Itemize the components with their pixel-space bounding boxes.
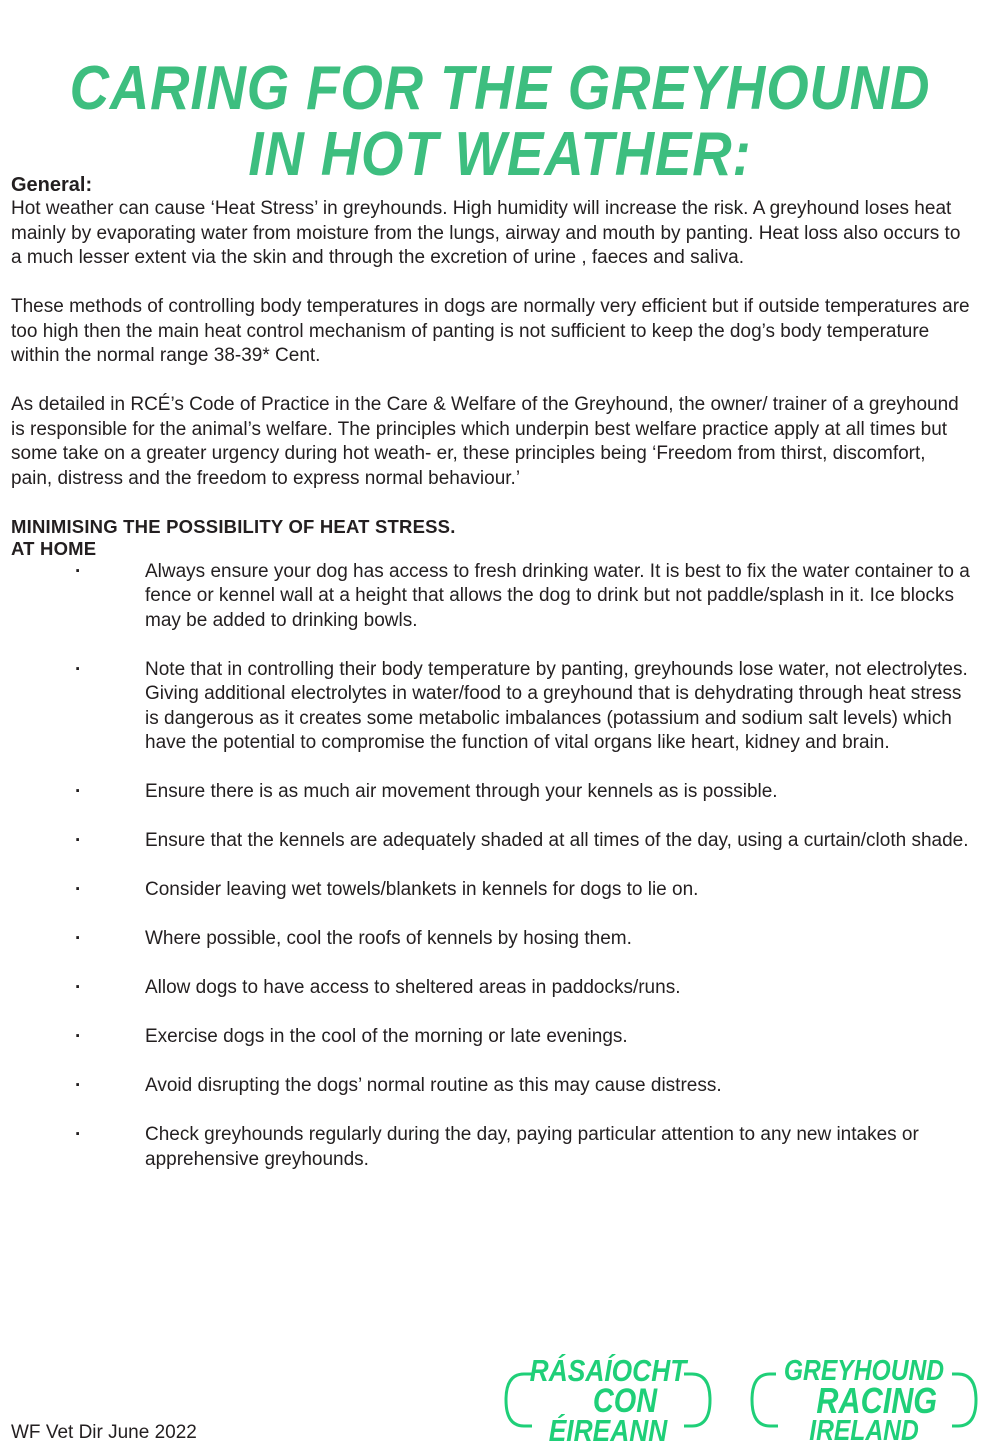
list-item (11, 560, 971, 634)
document-body (11, 173, 971, 1197)
document-title (60, 53, 940, 189)
logo-line-1: RÁSAÍOCHT (529, 1353, 687, 1388)
logo-wordmark (502, 1353, 714, 1448)
rasaiocht-con-eireann-logo (502, 1352, 714, 1448)
list-item (11, 878, 971, 903)
list-item-text: Ensure there is as much air movement through your kennels as is possible. (145, 781, 778, 802)
section-heading: MINIMISING THE POSSIBILITY OF HEAT STRESS. (11, 515, 456, 537)
list-item (11, 976, 971, 1001)
title-line-1: CARING FOR THE GREYHOUND (69, 53, 931, 123)
list-item-text: Always ensure your dog has access to fresh drinking water. It is best to fix the water container to a fence or kennel wall at a height that allows the dog to drink but not paddle/splash in it. Ice blocks may be added to drinking bowls. (145, 560, 970, 631)
logo-line-1: GREYHOUND (783, 1355, 945, 1387)
bullet-icon: · (75, 1026, 82, 1047)
bullet-icon: · (75, 1124, 82, 1145)
list-item (11, 1074, 971, 1099)
list-item-text: Consider leaving wet towels/blankets in kennels for dogs to lie on. (145, 879, 699, 900)
logo-line-2: RACING (816, 1380, 938, 1421)
general-paragraph-2: These methods of controlling body temperatures in dogs are normally very efficient but if outside temperatures are too high then the main heat control mechanism of panting is not sufficient to keep the dog’s body temperature within the normal range 38-39* Cent. (11, 296, 970, 366)
bullet-icon: · (75, 879, 82, 900)
list-item (11, 1025, 971, 1050)
list-item-text: Exercise dogs in the cool of the morning or late evenings. (145, 1026, 628, 1047)
general-paragraph-3: As detailed in RCÉ’s Code of Practice in the Care & Welfare of the Greyhound, the owner/ trainer of a greyhound is responsible for the animal’s welfare. The principles which underpin best welfare practice apply at all times but some take on a greater urgency during hot weath- er, these principles being ‘Freedom from thirst, discomfort, pain, distress and the freedom to express normal behaviour.’ (11, 394, 959, 489)
list-item (11, 927, 971, 952)
logo-line-2: CON (592, 1382, 658, 1420)
bullet-icon: · (75, 928, 82, 949)
list-item-text: Ensure that the kennels are adequately shaded at all times of the day, using a curtain/cloth shade. (145, 830, 969, 851)
logo-line-3: IRELAND (809, 1415, 919, 1447)
list-item-text: Check greyhounds regularly during the day, paying particular attention to any new intakes or apprehensive greyhounds. (145, 1124, 919, 1170)
list-item-text: Allow dogs to have access to sheltered areas in paddocks/runs. (145, 977, 681, 998)
list-item (11, 658, 971, 756)
advice-list (11, 560, 971, 1173)
bullet-icon: · (75, 560, 82, 582)
bullet-icon: · (75, 781, 82, 802)
logo-line-3: ÉIREANN (548, 1413, 668, 1448)
bullet-icon: · (75, 830, 82, 851)
list-item (11, 829, 971, 854)
list-item-text: Avoid disrupting the dogs’ normal routine as this may cause distress. (145, 1075, 722, 1096)
footer-note: WF Vet Dir June 2022 (11, 1422, 197, 1443)
bullet-icon: · (75, 658, 82, 680)
list-item-text: Where possible, cool the roofs of kennels by hosing them. (145, 928, 632, 949)
list-item (11, 1123, 971, 1172)
list-item-text: Note that in controlling their body temperature by panting, greyhounds lose water, not electrolytes. Giving additional electrolytes in water/food to a greyhound that is dehydrating through heat stress is dangerous as it creates some metabolic imbalances (potassium and sodium salt levels) which have the potential to compromise the function of vital organs like heart, kidney and brain. (145, 658, 968, 753)
bullet-icon: · (75, 977, 82, 998)
list-item (11, 780, 971, 805)
general-heading: General: (11, 174, 93, 196)
greyhound-racing-ireland-logo (748, 1352, 980, 1448)
logo-wordmark (748, 1356, 980, 1446)
bullet-icon: · (75, 1075, 82, 1096)
general-paragraph-1: Hot weather can cause ‘Heat Stress’ in greyhounds. High humidity will increase the risk. A greyhound loses heat mainly by evaporating water from moisture from the lungs, airway and mouth by panting. Heat loss also occurs to a much lesser extent via the skin and through the excretion of urine , faeces and saliva. (11, 198, 961, 268)
section-subheading: AT HOME (11, 537, 97, 559)
title-line-2: IN HOT WEATHER: (248, 119, 752, 189)
